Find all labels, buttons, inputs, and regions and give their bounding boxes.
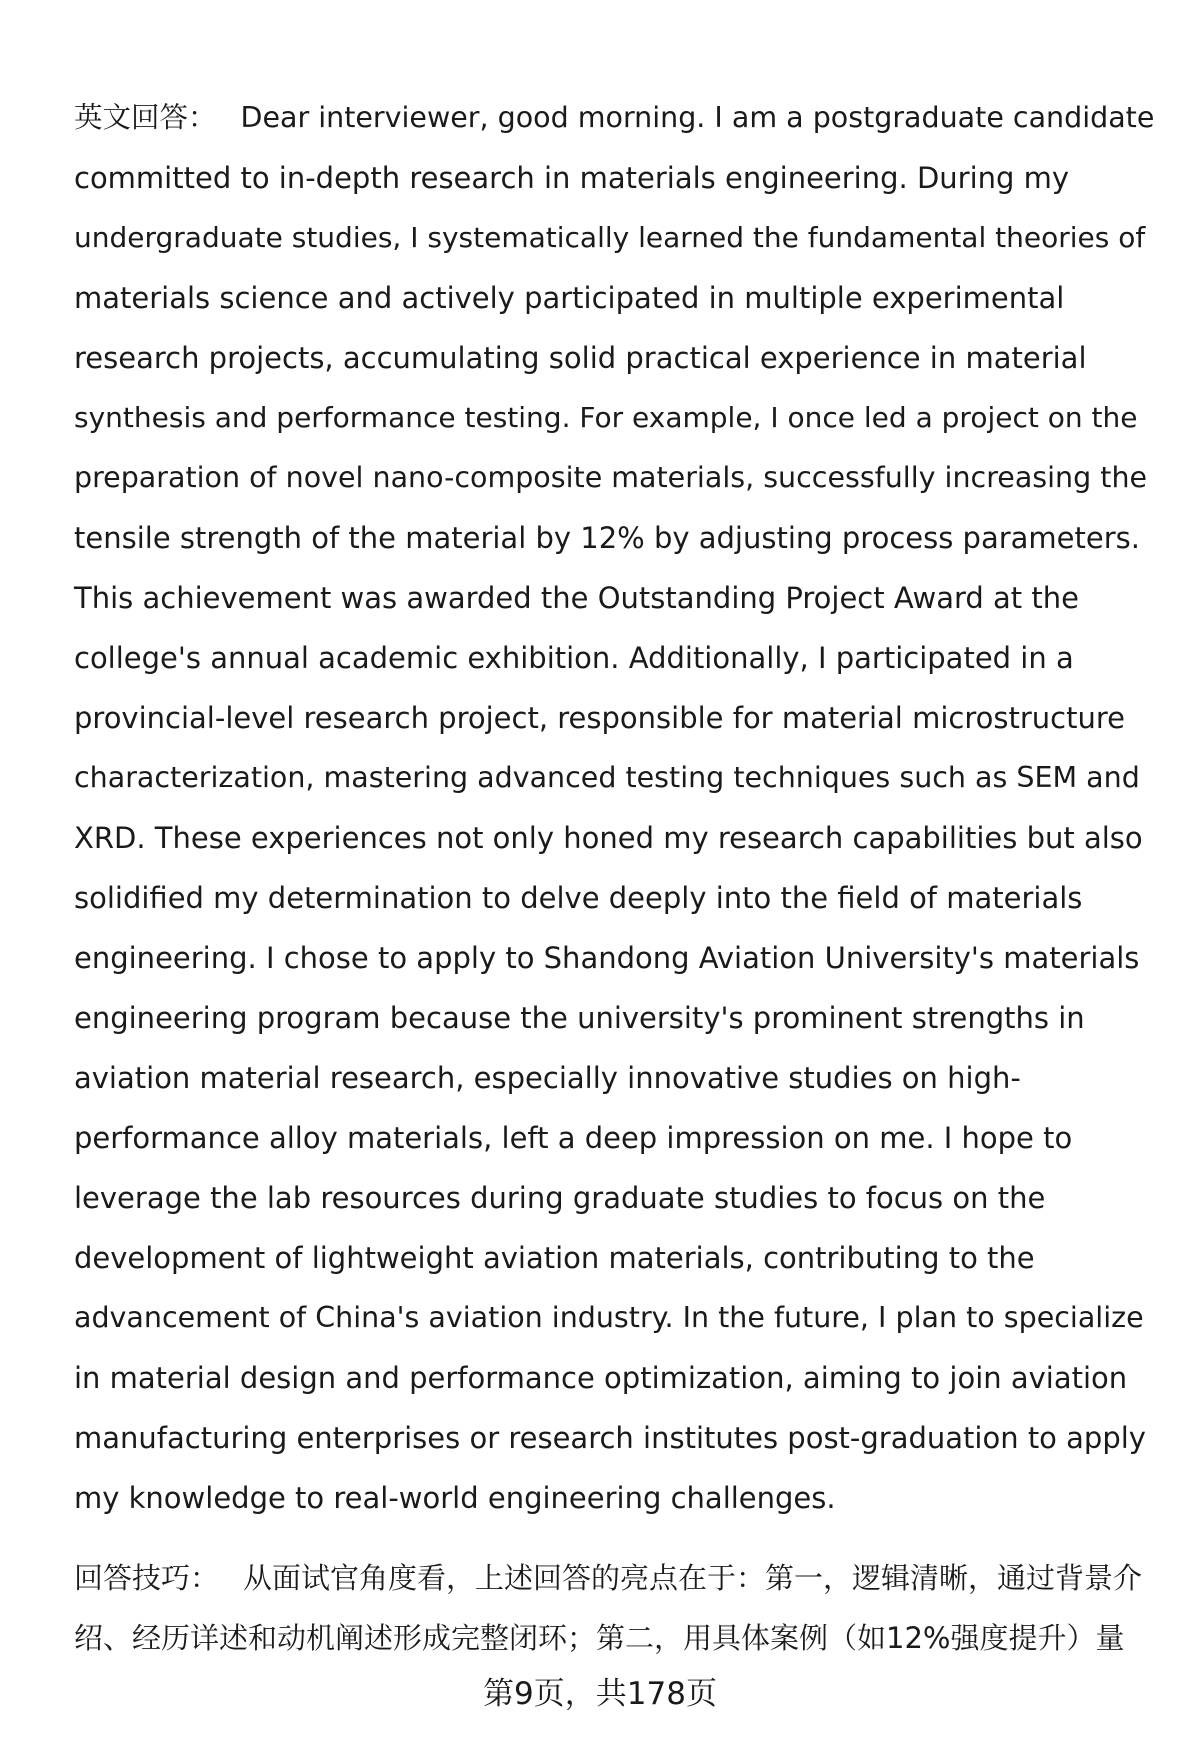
answer-line: aviation material research, especially innovative studies on high- (74, 1061, 1021, 1095)
tips-line-text: 从面试官角度看，上述回答的亮点在于：第一，逻辑清晰，通过背景介 (243, 1561, 1143, 1595)
answer-line: committed to in-depth research in materials engineering. During my (74, 161, 1070, 195)
answer-line: provincial-level research project, responsible for material microstructure (74, 701, 1125, 735)
english-answer-section (74, 88, 1154, 1528)
answer-line: leverage the lab resources during graduate studies to focus on the (74, 1181, 1046, 1215)
answer-line: advancement of China's aviation industry. In the future, I plan to specialize (74, 1301, 1144, 1334)
tips-line-1 (74, 1548, 1154, 1608)
answer-line: engineering. I chose to apply to Shandong Aviation University's materials (74, 941, 1140, 975)
answer-line-text: Dear interviewer, good morning. I am a postgraduate candidate (240, 101, 1155, 134)
answer-line: tensile strength of the material by 12% by adjusting process parameters. (74, 521, 1140, 555)
page-indicator: 第9页，共178页 (483, 1676, 717, 1712)
answer-line: This achievement was awarded the Outstanding Project Award at the (74, 581, 1079, 615)
answer-line: solidified my determination to delve deeply into the field of materials (74, 881, 1083, 915)
answer-line: preparation of novel nano-composite materials, successfully increasing the (74, 461, 1148, 494)
answer-line: research projects, accumulating solid practical experience in material (74, 341, 1087, 375)
answer-label: 英文回答： (74, 101, 217, 134)
answer-line-1 (74, 88, 1154, 148)
answer-line: materials science and actively participated in multiple experimental (74, 281, 1065, 315)
answer-line: characterization, mastering advanced testing techniques such as SEM and (74, 761, 1140, 794)
answer-line: my knowledge to real-world engineering challenges. (74, 1481, 836, 1515)
answer-line: engineering program because the university's prominent strengths in (74, 1001, 1085, 1035)
answer-line: performance alloy materials, left a deep impression on me. I hope to (74, 1121, 1073, 1155)
answer-line: XRD. These experiences not only honed my research capabilities but also (74, 821, 1143, 855)
answer-line: in material design and performance optimization, aiming to join aviation (74, 1361, 1128, 1395)
tips-label: 回答技巧： (74, 1561, 220, 1595)
answer-line: college's annual academic exhibition. Additionally, I participated in a (74, 641, 1074, 675)
answer-tips-section (74, 1548, 1154, 1668)
answer-line: undergraduate studies, I systematically learned the fundamental theories of (74, 221, 1146, 254)
answer-line: development of lightweight aviation materials, contributing to the (74, 1241, 1035, 1275)
tips-line: 绍、经历详述和动机阐述形成完整闭环；第二，用具体案例（如12%强度提升）量 (74, 1621, 1125, 1655)
answer-line: manufacturing enterprises or research institutes post-graduation to apply (74, 1421, 1146, 1455)
answer-line: synthesis and performance testing. For example, I once led a project on the (74, 401, 1138, 434)
